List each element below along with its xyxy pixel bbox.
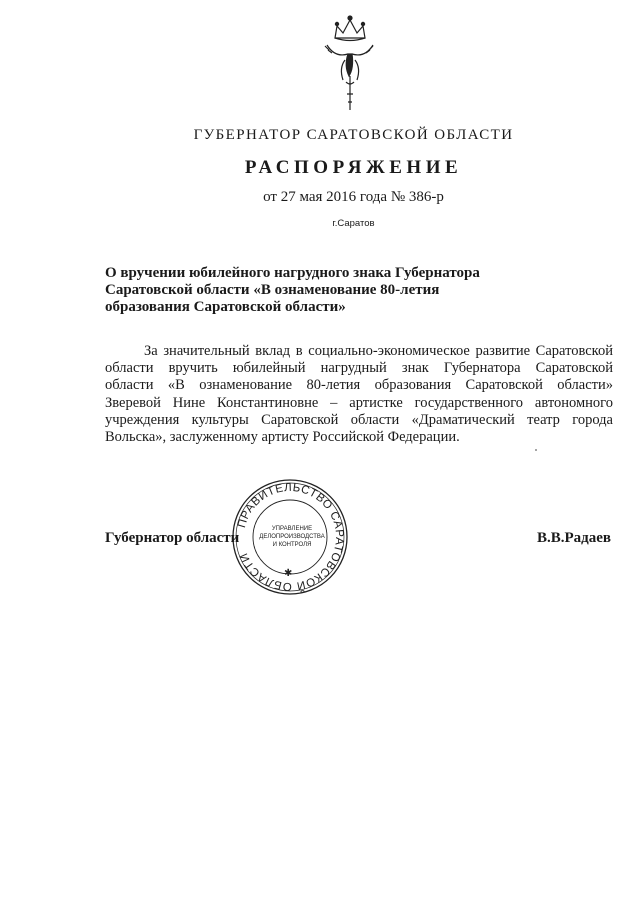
document-header	[0, 127, 640, 206]
subject-line: О вручении юбилейного нагрудного знака Губернатора	[105, 265, 480, 281]
stamp-center-line: ДЕЛОПРОИЗВОДСТВА	[259, 534, 325, 540]
signatory-title: Губернатор области	[105, 530, 240, 546]
body-line: Вольска», заслуженному артисту Российской Федерации.	[105, 429, 460, 446]
issuing-authority: ГУБЕРНАТОР САРАТОВСКОЙ ОБЛАСТИ	[193, 127, 514, 143]
document-type-title: РАСПОРЯЖЕНИЕ	[244, 157, 463, 178]
stamp-ring-text: ПРАВИТЕЛЬСТВО САРАТОВСКОЙ ОБЛАСТИ	[235, 481, 346, 593]
document-subject	[105, 265, 500, 316]
star-icon: ✱	[284, 568, 293, 579]
stamp-center-line: И КОНТРОЛЯ	[272, 542, 312, 548]
stamp-center-line: УПРАВЛЕНИЕ	[271, 526, 313, 532]
stamp-center-text	[255, 525, 329, 549]
body-line: области «В ознаменование 80-летия образования Саратовской области»	[105, 377, 613, 394]
saratov-coat-of-arms-icon	[315, 10, 385, 118]
body-line: области вручить юбилейный нагрудный знак Губернатора Саратовской	[105, 360, 613, 377]
signatory-name: В.В.Радаев	[537, 530, 612, 546]
body-line: Зверевой Нине Константиновне – артистке государственного автономного	[105, 394, 613, 411]
body-line: учреждения культуры Саратовской области «Драматический театр города	[105, 411, 613, 428]
issue-city: г.Саратов	[332, 218, 375, 229]
subject-line: Саратовской области «В ознаменование 80-летия	[105, 282, 440, 298]
scan-speck	[535, 449, 537, 451]
subject-line: образования Саратовской области»	[105, 299, 346, 315]
document-date-number: от 27 мая 2016 года № 386-р	[263, 189, 444, 205]
document-body	[105, 343, 613, 446]
body-line: За значительный вклад в социально-экономическое развитие Саратовской	[144, 343, 613, 359]
